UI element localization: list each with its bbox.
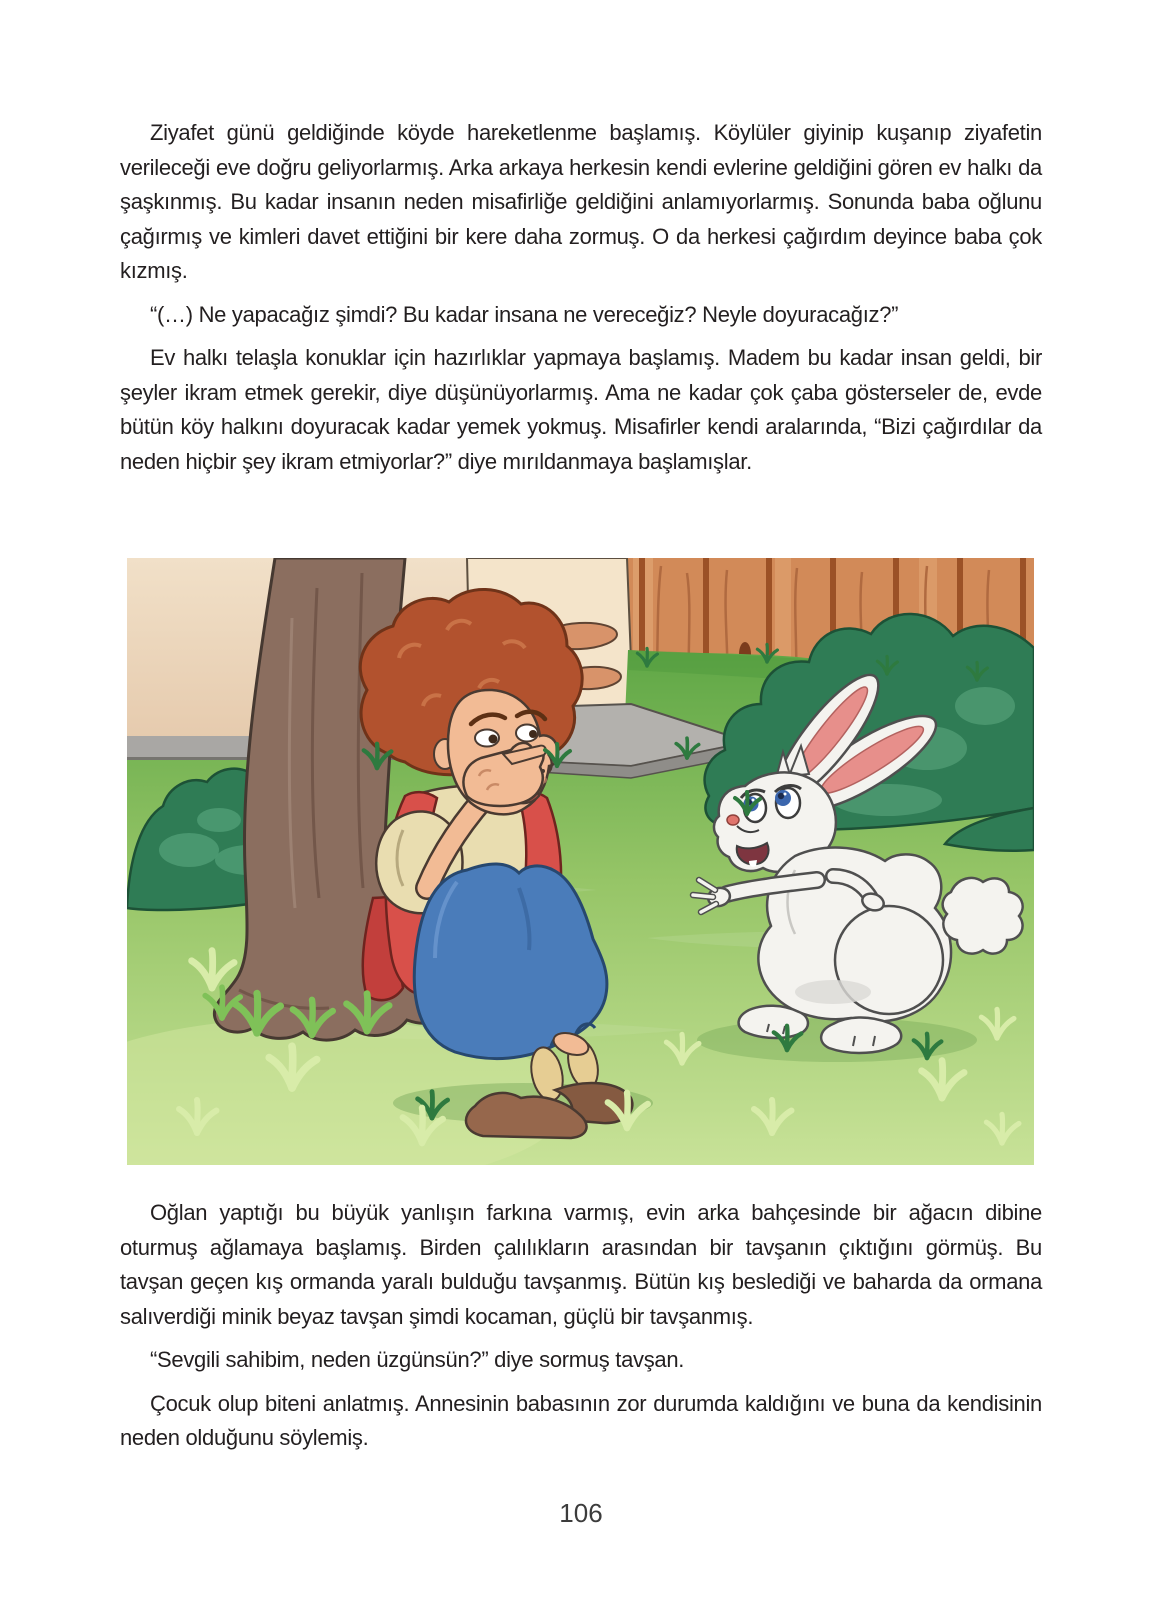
- story-paragraph: “Sevgili sahibim, neden üzgünsün?” diye sormuş tavşan.: [150, 1347, 685, 1372]
- page-number: 106: [559, 1498, 603, 1528]
- story-text-bottom: [120, 1196, 1042, 1465]
- rabbit-nose: [727, 815, 739, 825]
- story-illustration: [127, 558, 1034, 1165]
- story-text-top: [120, 116, 1042, 488]
- story-paragraph: Ziyafet günü geldiğinde köyde hareketlenme başlamış. Köylüler giyinip kuşanıp ziyafetin verileceği eve doğru geliyorlarmış. Arka arkaya herkesin kendi evlerine geldiğini gören ev halkı da şaşkınmış. Bu kadar insanın neden misafirliğe geldiğini anlamıyorlarmış. Sonunda baba oğlunu çağırmış ve kimleri davet ettiğini bir kere daha zormuş. O da herkesi çağırdım deyince baba çok kızmış.: [120, 120, 1042, 283]
- illustration-svg: [127, 558, 1034, 1165]
- rabbit-foot-right: [821, 1017, 901, 1052]
- story-paragraph: “(…) Ne yapacağız şimdi? Bu kadar insana ne vereceğiz? Neyle doyuracağız?”: [150, 301, 899, 327]
- story-paragraph: Çocuk olup biteni anlatmış. Annesinin babasının zor durumda kaldığını ve buna da kendisinin neden olduğunu söylemiş.: [120, 1390, 1042, 1450]
- story-paragraph: Ev halkı telaşla konuklar için hazırlıklar yapmaya başlamış. Madem bu kadar insan geldi, bir şeyler ikram etmek gerekir, diye düşünüyorlarmış. Ama ne kadar çok çaba gösterseler de, evde bütün köy halkını doyuracak kadar yemek yokmuş. Misafirler kendi aralarında, “Bizi çağırdılar da neden hiçbir şey ikram etmiyorlar?” diye mırıldanmaya başlamışlar.: [120, 345, 1042, 474]
- story-paragraph: Oğlan yaptığı bu büyük yanlışın farkına varmış, evin arka bahçesinde bir ağacın dibine oturmuş ağlamaya başlamış. Birden çalılıkların arasından bir tavşanın çıktığını görmüş. Bu tavşan geçen kış ormanda yaralı bulduğu tavşanmış. Bütün kış beslediği ve baharda da ormana salıverdiği minik beyaz tavşan şimdi kocaman, güçlü bir tavşanmış.: [120, 1200, 1042, 1329]
